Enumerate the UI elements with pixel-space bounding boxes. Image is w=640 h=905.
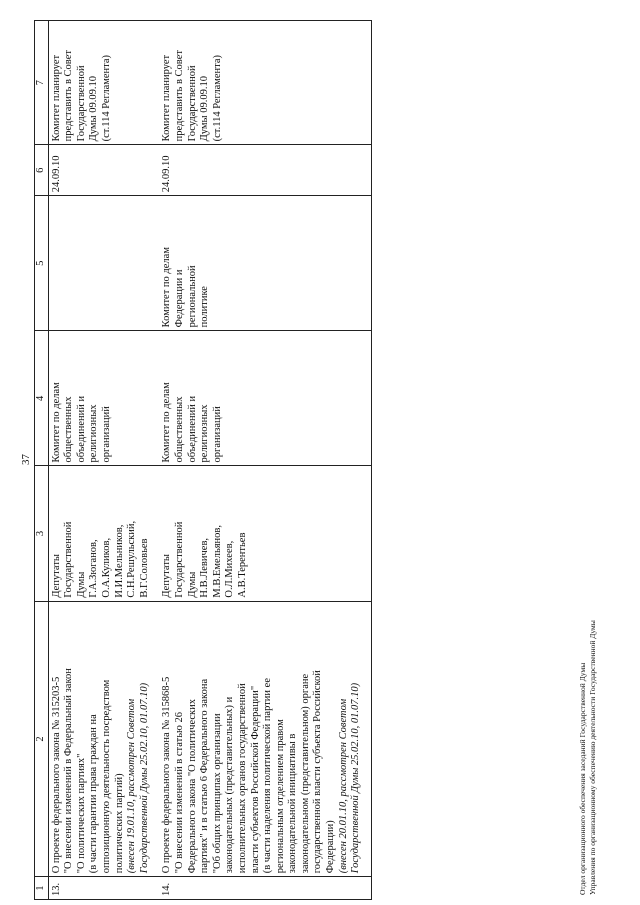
column-header-5: 5 bbox=[35, 196, 49, 331]
row-number: 13. bbox=[48, 877, 159, 900]
row-number: 14. bbox=[159, 877, 371, 900]
text-line: общественных bbox=[173, 396, 185, 463]
text-line: религиозных bbox=[88, 404, 100, 463]
text-line: А.В.Терентьев bbox=[236, 532, 248, 598]
text-line: "Об общих принципах организации bbox=[211, 713, 223, 874]
text-line: государственной власти субъекта Российской bbox=[312, 670, 324, 874]
co-committee bbox=[48, 196, 159, 331]
table-row bbox=[48, 21, 159, 900]
text-line: представить в Совет bbox=[173, 50, 185, 142]
text-line: Депутаты bbox=[50, 554, 62, 598]
text-line: "О внесении изменений в Федеральный закон bbox=[63, 668, 75, 874]
text-line: О.Л.Михеев, bbox=[224, 540, 236, 598]
text-line: законодательных (представительных) и bbox=[224, 696, 236, 874]
text-line: партиях" и в статью 6 Федерального закона bbox=[199, 678, 211, 874]
text-line: Комитет по делам bbox=[161, 247, 173, 328]
text-line: исполнительных органов государственной bbox=[236, 683, 248, 874]
text-line: объединений и bbox=[75, 395, 87, 463]
text-line: О проекте федерального закона № 315868-5 bbox=[161, 676, 173, 874]
footer-line: Отдел организационного обеспечения заседаний Государственной Думы bbox=[578, 662, 587, 895]
column-header-4: 4 bbox=[35, 331, 49, 466]
text-line: В.Г.Соловьев bbox=[138, 538, 150, 598]
text-line: (ст.114 Регламента) bbox=[211, 54, 223, 142]
text-line: Комитет по делам bbox=[50, 382, 62, 463]
column-header-7: 7 bbox=[35, 21, 49, 145]
page-number: 37 bbox=[20, 454, 32, 465]
text-line: законодательном (представительном) органе bbox=[299, 673, 311, 874]
column-header-6: 6 bbox=[35, 145, 49, 196]
text-line: власти субъектов Российской Федерации" bbox=[249, 685, 261, 874]
text-line: представить в Совет bbox=[63, 50, 75, 142]
text-line: О.А.Куликов, bbox=[100, 537, 112, 598]
footer bbox=[578, 620, 597, 895]
text-line: Депутаты bbox=[161, 554, 173, 598]
co-committee bbox=[159, 196, 371, 331]
responsible-committee bbox=[48, 331, 159, 466]
submission-note: Государственной Думы 25.02.10, 01.07.10) bbox=[138, 682, 150, 874]
text-line: Комитет по делам bbox=[161, 382, 173, 463]
text-line: объединений и bbox=[186, 395, 198, 463]
text-line: организаций bbox=[100, 406, 112, 463]
text-line: региональной bbox=[186, 265, 198, 328]
text-line: организаций bbox=[211, 406, 223, 463]
text-line: О проекте федерального закона № 315203-5 bbox=[50, 676, 62, 874]
text-line: Комитет планирует bbox=[161, 54, 173, 142]
text-line: общественных bbox=[63, 396, 75, 463]
footer-line: Управления по организационному обеспечению деятельности Государственной Думы bbox=[587, 620, 597, 895]
text-line: политических партий) bbox=[113, 773, 125, 874]
text-line: (в части наделения политической партии ее bbox=[262, 678, 274, 874]
text-line: М.В.Емельянов, bbox=[211, 524, 223, 598]
text-line: Н.В.Левичев, bbox=[199, 537, 211, 598]
header-row bbox=[35, 21, 49, 900]
text-line: "О внесении изменений в статью 26 bbox=[173, 711, 185, 874]
text-line: С.Н.Решульский, bbox=[126, 520, 138, 598]
deadline-date: 24.09.10 bbox=[48, 145, 159, 196]
text-line: Государственной bbox=[63, 521, 75, 598]
text-line: "О политических партиях" bbox=[75, 753, 87, 874]
text-line: Г.А.Зюганов, bbox=[88, 539, 100, 598]
text-line: Комитет планирует bbox=[50, 54, 62, 142]
text-line: Думы bbox=[75, 571, 87, 598]
text-line: И.И.Мельников, bbox=[113, 524, 125, 598]
text-line: Федерации) bbox=[325, 820, 337, 874]
text-line: региональным отделением правом bbox=[274, 719, 286, 874]
text-line: Государственной bbox=[173, 521, 185, 598]
authors bbox=[48, 466, 159, 601]
text-line: Государственной bbox=[75, 65, 87, 142]
submission-note: Государственной Думы 25.02.10, 01.07.10) bbox=[350, 682, 362, 874]
text-line: Федерального закона "О политических bbox=[186, 699, 198, 874]
submission-note: (внесен 19.01.10, рассмотрен Советом bbox=[126, 698, 138, 874]
column-header-2: 2 bbox=[35, 601, 49, 877]
text-line: (в части гарантии права граждан на bbox=[88, 714, 100, 874]
note bbox=[48, 21, 159, 145]
text-line: религиозных bbox=[199, 404, 211, 463]
table-row bbox=[159, 21, 371, 900]
submission-note: (внесен 20.01.10, рассмотрен Советом bbox=[337, 698, 349, 874]
authors bbox=[159, 466, 371, 601]
text-line: Государственной bbox=[186, 65, 198, 142]
text-line: (ст.114 Регламента) bbox=[100, 54, 112, 142]
text-line: Думы 09.09.10 bbox=[199, 76, 211, 142]
text-line: Федерации и bbox=[173, 269, 185, 328]
text-line: политике bbox=[199, 286, 211, 328]
bill-title bbox=[159, 601, 371, 877]
text-line: законодательной инициативы в bbox=[287, 733, 299, 874]
text-line: оппозиционную деятельность посредством bbox=[100, 679, 112, 874]
responsible-committee bbox=[159, 331, 371, 466]
text-line: Думы bbox=[186, 571, 198, 598]
deadline-date: 24.09.10 bbox=[159, 145, 371, 196]
column-header-3: 3 bbox=[35, 466, 49, 601]
note bbox=[159, 21, 371, 145]
text-line: Думы 09.09.10 bbox=[88, 76, 100, 142]
bill-title bbox=[48, 601, 159, 877]
column-header-1: 1 bbox=[35, 877, 49, 900]
bills-table bbox=[34, 20, 372, 900]
